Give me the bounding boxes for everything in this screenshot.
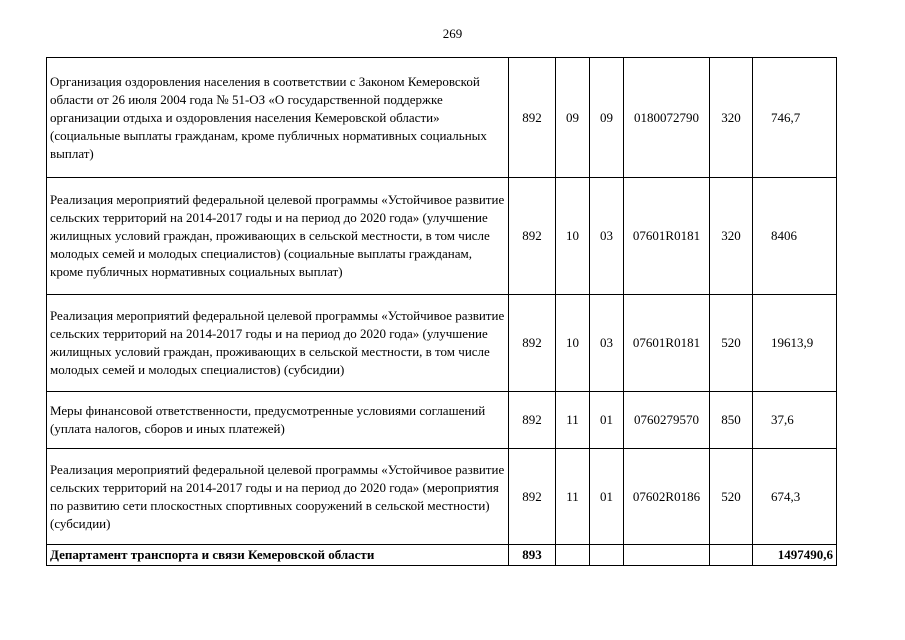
section-code: 11 bbox=[556, 392, 590, 449]
ved-code: 892 bbox=[509, 392, 556, 449]
amount: 8406 bbox=[753, 178, 837, 295]
subsection-code: 03 bbox=[590, 295, 624, 392]
section-code: 11 bbox=[556, 449, 590, 545]
target-code: 07601R0181 bbox=[624, 295, 710, 392]
subsection-code: 01 bbox=[590, 392, 624, 449]
target-code bbox=[624, 545, 710, 566]
table-row bbox=[47, 178, 837, 295]
expense-type-code bbox=[710, 545, 753, 566]
row-description: Организация оздоровления населения в соответствии с Законом Кемеровской области от 26 июля 2004 года № 51-ОЗ «О государственной поддержке организации отдыха и оздоровления населения Кемеровской области» (социальные выплаты гражданам, кроме публичных нормативных социальных выплат) bbox=[47, 58, 509, 178]
section-code: 10 bbox=[556, 295, 590, 392]
table-row bbox=[47, 449, 837, 545]
ved-code: 893 bbox=[509, 545, 556, 566]
target-code: 07602R0186 bbox=[624, 449, 710, 545]
target-code: 0760279570 bbox=[624, 392, 710, 449]
expense-type-code: 520 bbox=[710, 295, 753, 392]
expense-type-code: 850 bbox=[710, 392, 753, 449]
target-code: 07601R0181 bbox=[624, 178, 710, 295]
subsection-code: 01 bbox=[590, 449, 624, 545]
ved-code: 892 bbox=[509, 58, 556, 178]
row-description: Реализация мероприятий федеральной целевой программы «Устойчивое развитие сельских территорий на 2014-2017 годы и на период до 2020 года» (мероприятия по развитию сети плоскостных спортивных сооружений в сельской местности) (субсидии) bbox=[47, 449, 509, 545]
ved-code: 892 bbox=[509, 449, 556, 545]
amount: 674,3 bbox=[753, 449, 837, 545]
table-row bbox=[47, 58, 837, 178]
expense-type-code: 320 bbox=[710, 58, 753, 178]
page-number: 269 bbox=[442, 26, 463, 41]
department-name: Департамент транспорта и связи Кемеровской области bbox=[47, 545, 509, 566]
ved-code: 892 bbox=[509, 295, 556, 392]
subsection-code: 09 bbox=[590, 58, 624, 178]
budget-table bbox=[46, 57, 837, 566]
row-description: Реализация мероприятий федеральной целевой программы «Устойчивое развитие сельских территорий на 2014-2017 годы и на период до 2020 года» (улучшение жилищных условий граждан, проживающих в сельской местности, в том числе молодых семей и молодых специалистов) (субсидии) bbox=[47, 295, 509, 392]
section-code bbox=[556, 545, 590, 566]
target-code: 0180072790 bbox=[624, 58, 710, 178]
ved-code: 892 bbox=[509, 178, 556, 295]
expense-type-code: 320 bbox=[710, 178, 753, 295]
table-row bbox=[47, 295, 837, 392]
row-description: Меры финансовой ответственности, предусмотренные условиями соглашений (уплата налогов, сборов и иных платежей) bbox=[47, 392, 509, 449]
row-description: Реализация мероприятий федеральной целевой программы «Устойчивое развитие сельских территорий на 2014-2017 годы и на период до 2020 года» (улучшение жилищных условий граждан, проживающих в сельской местности, в том числе молодых семей и молодых специалистов) (социальные выплаты гражданам, кроме публичных нормативных социальных выплат) bbox=[47, 178, 509, 295]
section-code: 09 bbox=[556, 58, 590, 178]
subsection-code bbox=[590, 545, 624, 566]
table-row bbox=[47, 392, 837, 449]
amount: 19613,9 bbox=[753, 295, 837, 392]
subsection-code: 03 bbox=[590, 178, 624, 295]
amount: 1497490,6 bbox=[753, 545, 837, 566]
department-total-row bbox=[47, 545, 837, 566]
amount: 746,7 bbox=[753, 58, 837, 178]
section-code: 10 bbox=[556, 178, 590, 295]
expense-type-code: 520 bbox=[710, 449, 753, 545]
amount: 37,6 bbox=[753, 392, 837, 449]
